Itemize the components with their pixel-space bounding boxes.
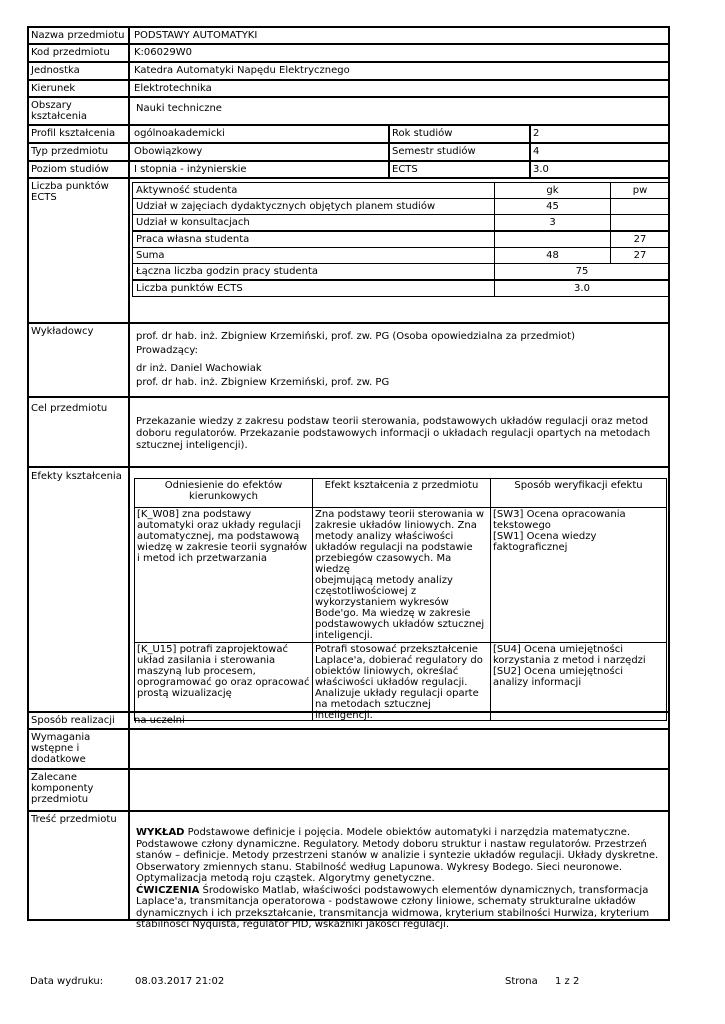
syllabus-form — [27, 26, 670, 930]
footer-page-number: 1 z 2 — [555, 976, 580, 987]
row-kod — [29, 45, 668, 63]
efekty-effect-cell — [312, 642, 491, 721]
efekty-header-ref — [134, 478, 313, 508]
row-nazwa — [29, 28, 668, 45]
tresc-bold-cwiczenia: ĆWICZENIA — [136, 884, 200, 896]
efekty-line: obiektów liniowych, określać — [315, 666, 459, 677]
ects-total-hours-row — [132, 263, 670, 280]
efekty-line: Laplace'a, dobierać regulatory do — [315, 655, 483, 666]
label-kierunek: Kierunek — [29, 81, 130, 96]
efekty-line: zakresie układów liniowych. Zna — [315, 520, 477, 531]
efekty-line: [SW1] Ocena wiedzy — [493, 531, 597, 542]
label-jednostka: Jednostka — [29, 63, 130, 79]
efekty-line: i metod ich przetwarzania — [137, 553, 268, 564]
label-wymagania-line: dodatkowe — [31, 754, 86, 765]
ects-points-name: Liczba punktów ECTS — [132, 280, 495, 297]
label-kod: Kod przedmiotu — [29, 45, 130, 61]
efekty-line: [SU4] Ocena umiejętności — [493, 644, 623, 655]
efekty-ref-cell — [134, 507, 313, 643]
tresc-text: Środowisko Matlab, właściwości podstawowych elementów dynamicznych, transformacja — [199, 884, 649, 896]
value-jednostka: Katedra Automatyki Napędu Elektrycznego — [134, 65, 350, 76]
row-typ — [29, 144, 668, 162]
value-profil: ogólnoakademicki — [134, 128, 225, 139]
efekty-line: maszyną lub procesem, — [137, 666, 256, 677]
value-wykladowcy — [132, 324, 668, 396]
ects-row-pw — [611, 198, 670, 215]
efekty-line: częstotliwościowej z — [315, 586, 417, 597]
prowadzacy-label: Prowadzący: — [136, 345, 198, 356]
footer-print-date: 08.03.2017 21:02 — [135, 976, 225, 987]
value-wymagania — [132, 730, 668, 768]
label-obszary — [29, 98, 130, 124]
ects-header-name: Aktywność studenta — [132, 182, 495, 199]
row-wykladowcy — [29, 324, 668, 398]
value-zalecane — [132, 770, 668, 810]
label-wymagania-line: Wymagania — [31, 732, 91, 743]
row-wymagania — [29, 730, 668, 770]
ects-total-hours-value: 75 — [495, 263, 670, 280]
label-ects: ECTS — [388, 162, 529, 177]
lecturer-item: prof. dr hab. inż. Zbigniew Krzemiński, prof. zw. PG — [136, 377, 390, 388]
value-cel — [132, 398, 668, 466]
efekty-verify-cell — [490, 642, 667, 721]
efekty-line: podstawowych układów sztucznej — [315, 619, 485, 630]
efekty-line: oprogramować go oraz opracować — [137, 677, 310, 688]
efekty-line: analizy informacji — [493, 677, 582, 688]
efekty-effect-cell — [312, 507, 491, 643]
label-poziom: Poziom studiów — [29, 162, 130, 177]
tresc-bold-wyklad: WYKŁAD — [136, 827, 185, 838]
efekty-header-ref-line2: kierunkowych — [189, 491, 258, 502]
ects-row — [132, 247, 670, 264]
lecturer-lead: prof. dr hab. inż. Zbigniew Krzemiński, prof. zw. PG (Osoba opowiedzialna za przedmiot) — [136, 331, 575, 342]
ects-row-name: Praca własna studenta — [132, 231, 495, 248]
footer-print-label: Data wydruku: — [30, 976, 104, 987]
efekty-line: tekstowego — [493, 520, 551, 531]
ects-row-gk: 3 — [495, 214, 611, 231]
value-kierunek: Elektrotechnika — [134, 83, 212, 94]
efekty-line: Zna podstawy teorii sterowania w — [315, 509, 485, 520]
tresc-line: stabilności Nyquista, regulator PID, wskaźniki jakości regulacji. — [136, 919, 450, 930]
tresc-line: Optymalizacja metodą roju cząstek. Algorytmy genetyczne. — [136, 873, 435, 884]
value-rok: 2 — [529, 126, 668, 142]
label-wymagania-line: wstępne i — [31, 743, 80, 754]
efekty-ref-cell — [134, 642, 313, 721]
label-tresc: Treść przedmiotu — [29, 812, 130, 919]
value-tresc — [132, 812, 668, 930]
ects-row-name: Udział w konsultacjach — [132, 214, 495, 231]
efekty-line: automatyki oraz układy regulacji — [137, 520, 301, 531]
ects-row-pw: 27 — [611, 247, 670, 264]
efekty-line: obejmującą metody analizy — [315, 575, 453, 586]
value-nazwa: PODSTAWY AUTOMATYKI — [134, 30, 258, 41]
tresc-line: Obserwatory zmiennych stanu. Stabilność według Lapunowa. Wykresy Bodego. Sieci neuronowe. — [136, 861, 623, 873]
ects-header-pw: pw — [611, 182, 670, 199]
row-cel — [29, 398, 668, 468]
efekty-line: inteligencji. — [315, 630, 373, 641]
row-liczba-punktow — [29, 179, 668, 324]
label-zalecane-line: komponenty — [31, 783, 94, 794]
efekty-line: wiedzę w zakresie teorii sygnałów — [137, 542, 308, 553]
ects-row — [132, 231, 670, 248]
ects-points-row — [132, 280, 670, 297]
ects-row — [132, 198, 670, 215]
row-kierunek — [29, 81, 668, 98]
label-efekty: Efekty kształcenia — [29, 468, 130, 711]
label-zalecane-line: przedmiotu — [31, 794, 89, 805]
value-realizacja: na uczelni — [134, 715, 185, 726]
efekty-header-verify: Sposób weryfikacji efektu — [490, 478, 667, 508]
efekty-line: faktograficznej — [493, 542, 568, 553]
ects-row-name: Udział w zajęciach dydaktycznych objętych planem studiów — [132, 198, 495, 215]
value-semestr: 4 — [529, 144, 668, 160]
efekty-line: Bode'go. Ma wiedzę w zakresie — [315, 608, 471, 619]
tresc-line: Podstawowe człony dynamiczne. Regulatory. Metody doboru struktur i nastaw regulatorów. Przestrzeń — [136, 838, 647, 850]
ects-row — [132, 214, 670, 231]
ects-row-pw: 27 — [611, 231, 670, 248]
efekty-line: korzystania z metod i narzędzi — [493, 655, 646, 666]
label-zalecane-line: Zalecane — [31, 772, 78, 783]
cel-line: doboru regulatorów. Przekazanie podstawowych informacji o układach regulacji opartych na metodach — [136, 428, 651, 439]
tresc-line — [136, 827, 668, 839]
lecturer-item: dr inż. Daniel Wachowiak — [136, 363, 262, 374]
ects-header-row — [132, 182, 670, 199]
row-profil — [29, 126, 668, 144]
value-typ: Obowiązkowy — [134, 146, 203, 157]
ects-points-value: 3.0 — [495, 280, 670, 297]
value-ects: 3.0 — [529, 162, 668, 177]
efekty-line: [SU2] Ocena umiejętności — [493, 666, 623, 677]
tresc-line — [136, 885, 668, 897]
efekty-line: prostą wizualizację — [137, 688, 232, 699]
label-wykladowcy: Wykładowcy — [29, 324, 130, 396]
efekty-line: [SW3] Ocena opracowania — [493, 509, 626, 520]
label-realizacja: Sposób realizacji — [29, 713, 130, 728]
efekty-verify-cell — [490, 507, 667, 643]
label-obszary-line2: kształcenia — [31, 111, 88, 122]
efekty-header-ref-line1: Odniesienie do efektów — [164, 480, 283, 491]
efekty-line: właściwości układów regulacji. — [315, 677, 468, 688]
tresc-text: Podstawowe definicje i pojęcia. Modele obiektów automatyki i narzędzia matematyczne. — [184, 827, 631, 838]
label-liczba-punktow — [29, 179, 130, 322]
label-cel: Cel przedmiotu — [29, 398, 130, 466]
label-zalecane — [29, 770, 130, 810]
label-profil: Profil kształcenia — [29, 126, 130, 142]
label-rok: Rok studiów — [388, 126, 529, 142]
efekty-line: Analizuje układy regulacji oparte — [315, 688, 479, 699]
efekty-line: automatycznej, ma podstawową — [137, 531, 300, 542]
row-zalecane — [29, 770, 668, 812]
label-semestr: Semestr studiów — [388, 144, 529, 160]
tresc-line: stanów – definicje. Metody przestrzeni stanów w analizie i syntezie układów regulacji. Układy dyskretne. — [136, 850, 659, 861]
ects-row-pw — [611, 214, 670, 231]
row-obszary — [29, 98, 668, 126]
label-liczba-line1: Liczba punktów — [31, 181, 109, 192]
efekty-line: metody analizy właściwości — [315, 531, 454, 542]
label-liczba-line2: ECTS — [31, 192, 57, 203]
label-typ: Typ przedmiotu — [29, 144, 130, 160]
value-obszary: Nauki techniczne — [136, 103, 222, 114]
efekty-line: [K_U15] potrafi zaprojektować — [137, 644, 288, 655]
cel-line: sztucznej inteligencji). — [136, 440, 248, 451]
efekty-line: [K_W08] zna podstawy — [137, 509, 252, 520]
ects-row-gk: 45 — [495, 198, 611, 215]
efekty-line: układ zasilania i sterowania — [137, 655, 276, 666]
label-nazwa: Nazwa przedmiotu — [29, 28, 130, 43]
value-poziom: I stopnia - inżynierskie — [134, 164, 247, 175]
efekty-line: przebiegów czasowych. Ma wiedzę — [315, 553, 452, 575]
value-kod: K:06029W0 — [134, 47, 192, 58]
footer-page-label: Strona — [505, 976, 538, 987]
efekty-line: wykorzystaniem wykresów — [315, 597, 449, 608]
ects-row-gk: 48 — [495, 247, 611, 264]
label-obszary-line1: Obszary — [31, 100, 72, 111]
tresc-line: dynamicznych i ich przekształcanie, transmitancja widmowa, kryterium stabilności Hurwiza, kryterium — [136, 907, 650, 919]
row-tresc — [29, 812, 668, 930]
efekty-line: układów regulacji na podstawie — [315, 542, 473, 553]
cel-line: Przekazanie wiedzy z zakresu podstaw teorii sterowania, podstawowych układów regulacji oraz metod — [136, 416, 649, 427]
tresc-line: Laplace'a, transmitancja operatorowa - podstawowe człony liniowe, schematy strukturalne układów — [136, 896, 636, 907]
ects-header-gk: gk — [495, 182, 611, 199]
efekty-header-effect: Efekt kształcenia z przedmiotu — [312, 478, 491, 508]
ects-row-gk — [495, 231, 611, 248]
ects-row-name: Suma — [132, 247, 495, 264]
row-realizacja — [29, 713, 668, 730]
row-jednostka — [29, 63, 668, 81]
efekty-line: Potrafi stosować przekształcenie — [315, 644, 478, 655]
ects-total-hours-name: Łączna liczba godzin pracy studenta — [132, 263, 495, 280]
efekty-line: na metodach sztucznej inteligencji. — [315, 699, 431, 721]
label-wymagania — [29, 730, 130, 768]
row-poziom — [29, 162, 668, 179]
